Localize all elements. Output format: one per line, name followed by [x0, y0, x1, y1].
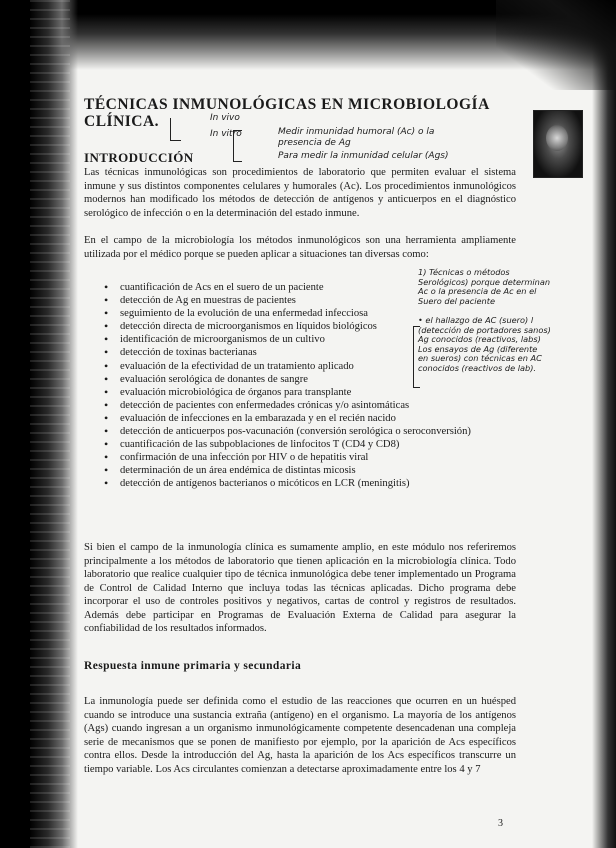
response-heading: Respuesta inmune primaria y secundaria: [84, 660, 302, 672]
title-line-1: TÉCNICAS INMUNOLÓGICAS EN MICROBIOLOGÍA: [84, 96, 490, 113]
hw-note-3: Para medir la inmunidad celular (Ags): [278, 151, 449, 161]
hw-in-vitro: In vitro: [210, 129, 242, 139]
title-line-2: CLÍNICA.: [84, 113, 160, 130]
hw-side-line: Serológicos) porque determinan: [418, 276, 551, 287]
list-item: • detección de Ag en muestras de pacientes: [104, 294, 524, 307]
list-item: • detección de anticuerpos pos-vacunación (conversión serológica o seroconversión): [104, 425, 524, 438]
hw-side-line: • el hallazgo de AC (suero) l: [418, 314, 534, 325]
hw-side-line: conocidos (reactivos de lab).: [418, 362, 537, 373]
list-item: • detección de pacientes con enfermedades crónicas y/o asintomáticas: [104, 399, 524, 412]
list-item: • evaluación de la efectividad de un tratamiento aplicado: [104, 360, 524, 373]
hw-side-line: 1) Técnicas o métodos: [418, 267, 510, 277]
margin-photo: [533, 110, 583, 178]
quality-control-paragraph: Si bien el campo de la inmunología clínica es sumamente amplio, en este módulo nos referiremos principalmente a los métodos de laboratorio que tienen aplicación en la microbiología clínica. Todo laboratorio que realice cualquier tipo de técnica inmunológica debe tener implementado un Programa de Control de Calidad Interno que incluya todas las técnicas aplicadas. Dicho programa debe incorporar el uso de controles positivos y negativos, cartas de control y registros de resultados. Además debe participar en Programas de Evaluación Externa de Calidad para asegurar la confiabilidad de los resultados informados.: [84, 542, 516, 634]
list-item: • evaluación serológica de donantes de sangre: [104, 373, 524, 386]
page-number: 3: [498, 818, 503, 829]
hw-side-line: Los ensayos de Ag (diferente: [418, 343, 538, 354]
intro-paragraph-2: En el campo de la microbiología los métodos inmunológicos son una herramienta ampliamente utilizada por el médico porque se pueden aplicar a situaciones tan diversas como:: [84, 235, 516, 260]
hw-note-2: presencia de Ag: [278, 138, 351, 148]
list-item: • evaluación de infecciones en la embarazada y en el recién nacido: [104, 412, 524, 425]
intro-heading: INTRODUCCIÓN: [84, 150, 194, 165]
hw-side-line: Ac o la presencia de Ac en el: [418, 286, 537, 297]
hw-in-vivo: In vivo: [210, 113, 240, 123]
intro-paragraph-1: Las técnicas inmunológicas son procedimientos de laboratorio que permiten evaluar el sistema inmune y sus distintos componentes celulares y humorales (Ac). Los procedimientos inmunológicos modernos han modificado los métodos de detección de antígenos y anticuerpos en el diagnóstico serológico de infección o en la determinación del estado inmune.: [84, 167, 516, 219]
scan-right-edge: [592, 0, 616, 848]
handwritten-side-notes: [418, 268, 568, 374]
scan-corner-shadow: [496, 0, 616, 90]
hw-note-1: Medir inmunidad humoral (Ac) o la: [278, 127, 435, 137]
hw-side-line: (detección de portadores sanos): [418, 324, 551, 335]
list-item: • cuantificación de las subpoblaciones de linfocitos T (CD4 y CD8): [104, 438, 524, 451]
handwritten-arrow: [170, 118, 181, 141]
list-item: • detección de toxinas bacterianas: [104, 346, 524, 359]
hw-side-line: en sueros) con técnicas en AC: [418, 353, 542, 364]
hw-side-line: Suero del paciente: [418, 295, 495, 306]
list-item: • evaluación microbiológica de órganos para transplante: [104, 386, 524, 399]
list-item: • cuantificación de Acs en el suero de un paciente: [104, 281, 524, 294]
list-item: • seguimiento de la evolución de una enfermedad infecciosa: [104, 307, 524, 320]
list-item: • determinación de un área endémica de distintas micosis: [104, 464, 524, 477]
scan-binding-shadow: [0, 0, 78, 848]
document-title: [84, 96, 524, 130]
list-item: • detección de antígenos bacterianos o micóticos en LCR (meningitis): [104, 477, 524, 490]
list-item: • detección directa de microorganismos en líquidos biológicos: [104, 320, 524, 333]
response-paragraph: La inmunología puede ser definida como el estudio de las reacciones que ocurren en un huésped cuando se introduce una sustancia extraña (antígeno) en el organismo. La mayoría de los antígenos (Ags) cuando ingresan a un organismo inmunológicamente competente desencadenan una compleja serie de mecanismos que se ponen de manifiesto por ejemplo, por la aparición de Acs específicos contra ellos. Desde la introducción del Ag, hasta la aparición de los Acs específicos transcurre un tiempo variable. Los Acs circulantes comienzan a detectarse aproximadamente entre los 4 y 7: [84, 696, 516, 775]
list-item: • identificación de microorganismos de un cultivo: [104, 333, 524, 346]
hw-side-line: Ag conocidos (reactivos, labs): [418, 334, 541, 345]
list-item: • confirmación de una infección por HIV o de hepatitis viral: [104, 451, 524, 464]
